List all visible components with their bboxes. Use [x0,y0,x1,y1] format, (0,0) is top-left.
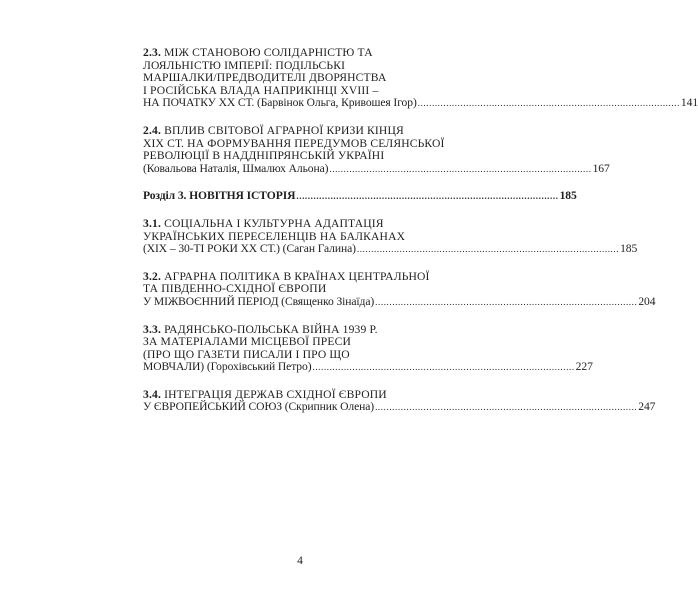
toc-entry-3-1 [143,216,638,256]
toc-entry-title-text: МІЖ СТАНОВОЮ СОЛІДАРНІСТЮ ТА [164,46,373,59]
toc-entry-title-text: АГРАРНА ПОЛІТИКА В КРАЇНАХ ЦЕНТРАЛЬНОЇ [164,269,430,283]
toc-entry-number: 2.3. [143,46,161,59]
dot-leader: ............................................................................................ [375,402,638,413]
toc-entry-page: 247 [638,400,656,414]
dot-leader: ............................................................................................ [375,296,638,307]
toc-section-3 [143,189,577,203]
dot-leader: ............................................................................................ [312,362,575,373]
toc-entry-leader-line [143,294,656,309]
toc-entry-page: 167 [592,161,610,175]
dot-leader: ............................................................................................ [417,98,680,109]
toc-entry-title-text: ІНТЕГРАЦІЯ ДЕРЖАВ СХІДНОЇ ЄВРОПИ [164,387,387,401]
toc-entry-3-4 [143,387,656,414]
table-of-contents [143,46,698,429]
toc-entry-3-3 [143,322,593,374]
toc-entry-page: 227 [575,360,593,374]
dot-leader: ............................................................................................ [296,191,559,202]
page-number: 4 [297,555,303,567]
toc-entry-authors: У МІЖВОЄННИЙ ПЕРІОД (Священко Зінаїда) [143,294,375,308]
toc-entry-authors: МОВЧАЛИ) (Горохівський Петро) [143,360,312,374]
toc-entry-number: 3.1. [143,216,161,230]
toc-entry-title-line: РЕВОЛЮЦІЇ В НАДДНІПРЯНСЬКІЙ УКРАЇНІ [143,149,385,163]
toc-entry-number: 3.3. [143,322,161,336]
toc-entry-authors: У ЄВРОПЕЙСЬКИЙ СОЮЗ (Скрипник Олена) [143,400,375,414]
toc-section-heading [143,189,577,203]
section-title: Розділ 3. НОВІТНЯ ІСТОРІЯ [143,189,296,203]
toc-entry-page: 185 [620,242,638,256]
toc-entry-title-text: СОЦІАЛЬНА І КУЛЬТУРНА АДАПТАЦІЯ [164,216,384,230]
toc-entry-title-text: РАДЯНСЬКО-ПОЛЬСЬКА ВІЙНА 1939 Р. [164,322,378,336]
dot-leader: ............................................................................................ [329,163,592,174]
toc-entry-title-line: МАРШАЛКИ/ПРЕДВОДИТЕЛІ ДВОРЯНСТВА [143,71,387,85]
toc-entry-title-line: (ПРО ЩО ГАЗЕТИ ПИСАЛИ І ПРО ЩО [143,347,350,361]
toc-entry-authors: НА ПОЧАТКУ ХХ СТ. (Барвінок Ольга, Кривошея Ігор) [143,96,417,110]
toc-entry-page: 185 [559,189,577,203]
toc-entry-leader-line [143,96,698,110]
toc-entry-leader-line [143,242,638,256]
toc-entry-title-line: XIX СТ. НА ФОРМУВАННЯ ПЕРЕДУМОВ СЕЛЯНСЬКОЇ [143,136,445,150]
toc-entry-title-line: УКРАЇНСЬКИХ ПЕРЕСЕЛЕНЦІВ НА БАЛКАНАХ [143,229,406,243]
toc-entry-title-line [143,125,456,138]
toc-entry-2-3 [143,46,698,110]
toc-entry-authors: (Ковальова Наталія, Шмалюх Альона) [143,161,329,175]
toc-entry-3-2 [143,269,656,309]
toc-entry-title-line: ТА ПІВДЕННО-СХІДНОЇ ЄВРОПИ [143,282,327,296]
toc-entry-title-text: ВПЛИВ СВІТОВОЇ АГРАРНОЇ КРИЗИ КІНЦЯ [164,123,404,137]
toc-entry-number: 3.2. [143,269,161,283]
toc-entry-authors: (XIX – 30-ТІ РОКИ XX СТ.) (Саган Галина) [143,242,356,256]
toc-entry-title-line [143,47,456,60]
toc-entry-number: 3.4. [143,387,161,401]
toc-entry-leader-line [143,360,593,374]
toc-entry-title-line: ЗА МАТЕРІАЛАМИ МІСЦЕВОЇ ПРЕСИ [143,335,351,349]
toc-entry-title-line: ЛОЯЛЬНІСТЮ ІМПЕРІЇ: ПОДІЛЬСЬКІ [143,58,346,72]
toc-entry-leader-line [143,400,656,414]
toc-entry-number: 2.4. [143,123,161,137]
toc-entry-leader-line [143,161,610,176]
toc-entry-2-4 [143,123,610,175]
toc-entry-page: 141 [680,96,698,110]
toc-entry-title-line [143,218,456,231]
toc-entry-page: 204 [638,294,656,308]
dot-leader: ............................................................................................ [356,244,620,255]
toc-entry-title-line: І РОСІЙСЬКА ВЛАДА НАПРИКІНЦІ XVIII – [143,83,379,97]
